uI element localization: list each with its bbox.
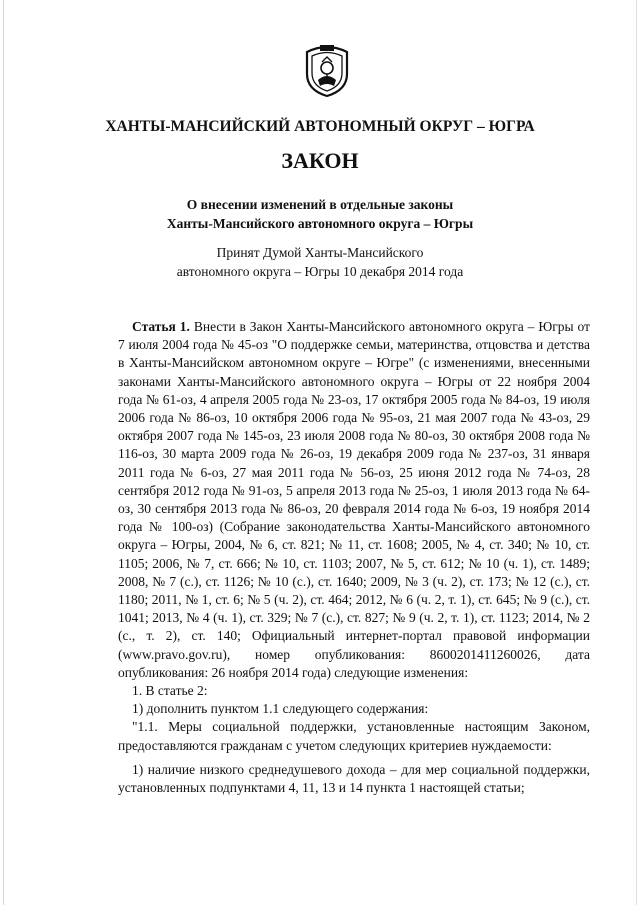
coat-of-arms-logo	[304, 44, 350, 98]
subtitle-line-1: О внесении изменений в отдельные законы	[186, 197, 454, 212]
item-criteria-1: 1) наличие низкого среднедушевого дохода – для мер социальной поддержки, установленных подпунктами 4, 11, 13 и 14 пункта 1 настоящей статьи;	[118, 761, 590, 796]
law-body	[118, 318, 590, 797]
item-clause-1-1: "1.1. Меры социальной поддержки, установленные настоящим Законом, предоставляются гражданам с учетом следующих критериев нуждаемости:	[118, 719, 590, 753]
document-title: ЗАКОН	[281, 148, 359, 173]
region-heading: ХАНТЫ-МАНСИЙСКИЙ АВТОНОМНЫЙ ОКРУГ – ЮГРА	[105, 118, 535, 135]
article-1-paragraph	[118, 318, 590, 682]
adoption-line-1: Принят Думой Ханты-Мансийского	[216, 245, 424, 260]
article-1-text: Внести в Закон Ханты-Мансийского автономного округа – Югры от 7 июля 2004 года № 45-оз "О поддержке семьи, материнства, отцовства и детства в Ханты-Мансийском автономном округе – Югре" (с изменениями, внесенными законами Ханты-Мансийского автономного округа – Югры от 22 ноября 2004 года № 61-оз, 4 апреля 2005 года № 23-оз, 17 октября 2005 года № 84-оз, 19 июля 2006 года № 86-оз, 10 октября 2006 года № 95-оз, 21 мая 2007 года № 43-оз, 29 октября 2007 года № 145-оз, 23 июля 2008 года № 80-оз, 30 октября 2008 года № 116-оз, 30 марта 2009 года № 26-оз, 19 декабря 2009 года № 237-оз, 31 января 2011 года № 6-оз, 27 мая 2011 года № 56-оз, 25 июня 2012 года № 74-оз, 28 сентября 2012 года № 91-оз, 5 апреля 2013 года № 25-оз, 1 июля 2013 года № 64-оз, 30 сентября 2013 года № 86-оз, 20 февраля 2014 года № 6-оз, 19 ноября 2014 года № 100-оз) (Собрание законодательства Ханты-Мансийского автономного округа – Югры, 2004, № 6, ст. 821; № 11, ст. 1608; 2005, № 4, ст. 340; № 10, ст. 1105; 2006, № 7, ст. 666; № 10, ст. 1103; 2007, № 5, ст. 612; № 10 (ч. 1), ст. 1489; 2008, № 7 (с.), ст. 1126; № 10 (с.), ст. 1640; 2009, № 3 (ч. 2), ст. 173; № 12 (с.), ст. 1180; 2011, № 1, ст. 6; № 5 (ч. 2), ст. 464; 2012, № 6 (ч. 2, т. 1), ст. 645; № 9 (с.), ст. 1041; 2013, № 4 (ч. 1), ст. 329; № 7 (с.), ст. 827; № 9 (ч. 2, т. 1), ст. 1123; 2014, № 2 (с., т. 2), ст. 140; Официальный интернет-портал правовой информации (www.pravo.gov.ru), номер опубликования: 8600201411260026, дата опубликования: 26 ноября 2014 года) следующие изменения:	[118, 319, 591, 680]
article-1-label: Статья 1.	[132, 319, 190, 334]
subtitle-line-2: Ханты-Мансийского автономного округа – Югры	[166, 216, 474, 231]
item-add-clause: 1) дополнить пунктом 1.1 следующего содержания:	[132, 701, 429, 717]
adoption-line-2: автономного округа – Югры 10 декабря 2014 года	[176, 263, 464, 279]
law-subtitle	[0, 195, 640, 233]
adoption-note	[0, 244, 640, 281]
item-article-2: 1. В статье 2:	[132, 683, 208, 699]
